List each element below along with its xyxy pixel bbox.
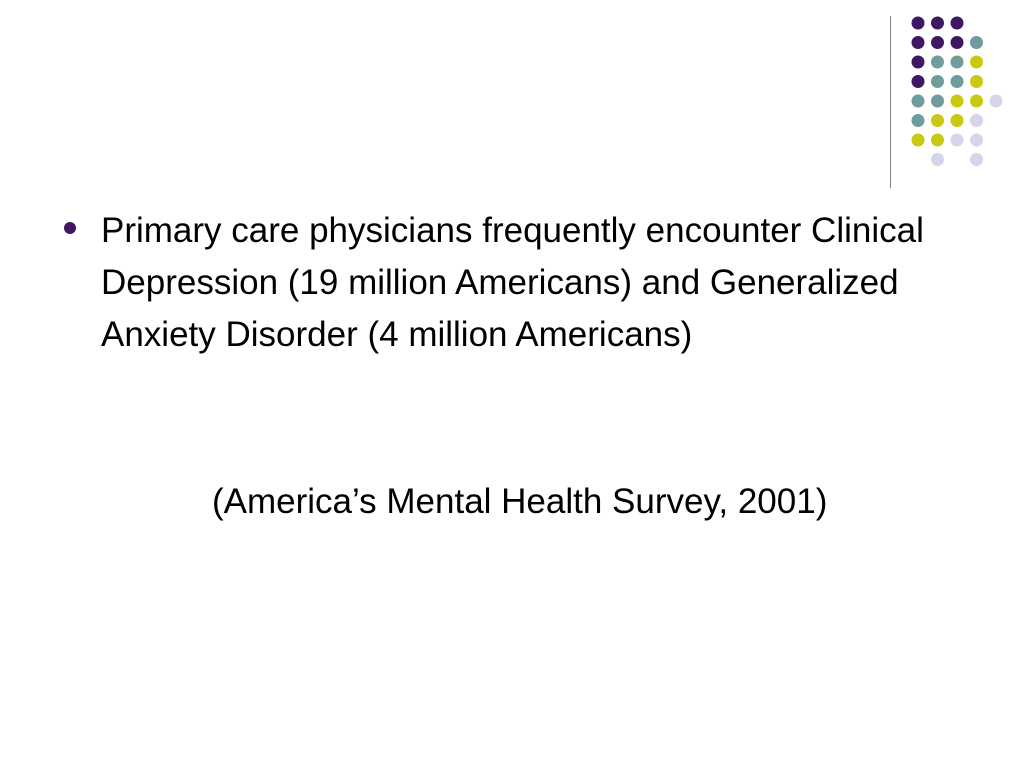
decorative-dot bbox=[951, 95, 964, 108]
decorative-dot bbox=[970, 95, 983, 108]
decorative-dot bbox=[970, 36, 983, 49]
vertical-divider bbox=[890, 16, 891, 188]
decorative-dot bbox=[990, 95, 1003, 108]
bullet-text: Primary care physicians frequently encounter Clinical Depression (19 million Americans) and Generalized Anxiety Disorder (4 million Americans) bbox=[101, 211, 924, 354]
decorative-dot bbox=[970, 75, 983, 88]
decorative-dot bbox=[931, 95, 944, 108]
decorative-dot bbox=[912, 56, 925, 69]
bullet-dot-icon bbox=[64, 222, 76, 234]
decorative-dot bbox=[931, 134, 944, 147]
decorative-dot bbox=[951, 56, 964, 69]
decorative-dot bbox=[912, 95, 925, 108]
decorative-dot-grid bbox=[0, 0, 1024, 200]
decorative-dot bbox=[970, 153, 983, 166]
decorative-dot bbox=[931, 114, 944, 127]
decorative-dot bbox=[912, 36, 925, 49]
decorative-dot bbox=[912, 75, 925, 88]
decorative-dot bbox=[970, 56, 983, 69]
decorative-dot bbox=[912, 17, 925, 30]
decorative-dot bbox=[912, 134, 925, 147]
decorative-dot bbox=[970, 114, 983, 127]
citation: (America’s Mental Health Survey, 2001) bbox=[212, 482, 828, 521]
decorative-dot bbox=[951, 134, 964, 147]
decorative-dot bbox=[931, 75, 944, 88]
decorative-dot bbox=[931, 36, 944, 49]
decorative-dot bbox=[931, 153, 944, 166]
decorative-dot bbox=[951, 17, 964, 30]
decorative-dot bbox=[912, 114, 925, 127]
decorative-dot bbox=[970, 134, 983, 147]
decorative-dot bbox=[931, 17, 944, 30]
decorative-dot bbox=[951, 36, 964, 49]
decorative-dot bbox=[951, 114, 964, 127]
decorative-dot bbox=[951, 75, 964, 88]
decorative-dot bbox=[931, 56, 944, 69]
